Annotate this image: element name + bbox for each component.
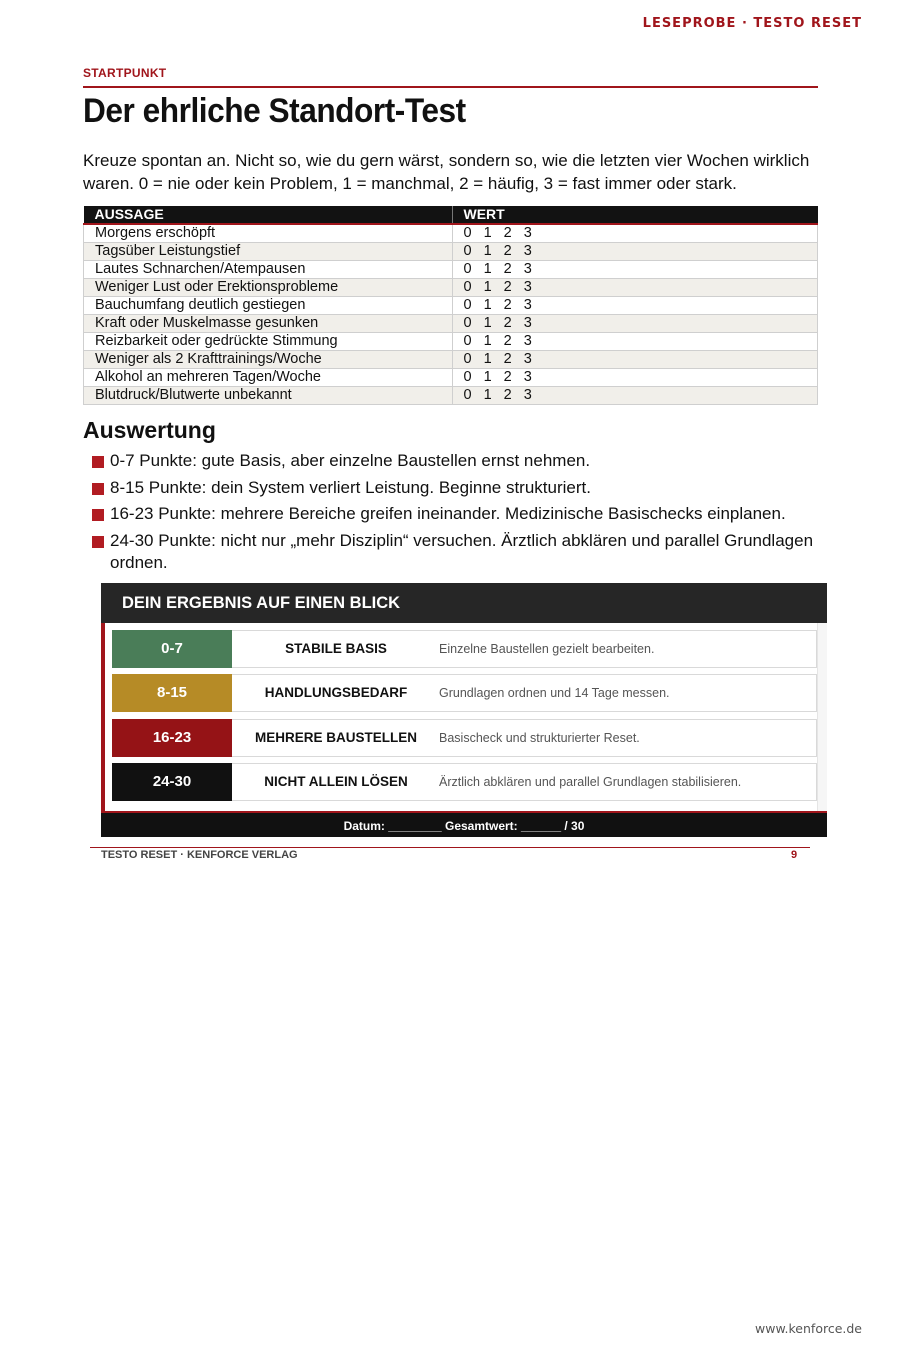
table-row xyxy=(84,333,818,351)
statement-cell: Bauchumfang deutlich gestiegen xyxy=(84,297,453,315)
statement-cell: Weniger Lust oder Erektionsprobleme xyxy=(84,279,453,297)
table-row xyxy=(84,279,818,297)
statement-cell: Reizbarkeit oder gedrückte Stimmung xyxy=(84,333,453,351)
bullet-square-icon xyxy=(92,456,104,468)
statement-cell: Kraft oder Muskelmasse gesunken xyxy=(84,315,453,333)
result-description: Einzelne Baustellen gezielt bearbeiten. xyxy=(439,642,655,656)
statement-cell: Weniger als 2 Krafttrainings/Woche xyxy=(84,351,453,369)
result-panel xyxy=(101,583,827,837)
panel-side-strip xyxy=(817,623,827,811)
table-row xyxy=(84,351,818,369)
range-badge: 24-30 xyxy=(112,763,232,801)
table-row xyxy=(84,261,818,279)
list-item xyxy=(92,450,827,472)
evaluation-list xyxy=(92,450,827,578)
result-row xyxy=(112,630,817,668)
range-badge: 8-15 xyxy=(112,674,232,712)
table-row xyxy=(84,387,818,405)
statement-cell: Morgens erschöpft xyxy=(84,224,453,243)
self-test-table xyxy=(83,206,818,405)
header-brand: LESEPROBE · TESTO RESET xyxy=(642,16,862,31)
evaluation-text: 8-15 Punkte: dein System verliert Leistung. Beginne strukturiert. xyxy=(110,477,591,497)
page-title: Der ehrliche Standort-Test xyxy=(83,92,466,130)
score-options[interactable]: 0 1 2 3 xyxy=(452,224,818,243)
range-badge: 0-7 xyxy=(112,630,232,668)
page-number: 9 xyxy=(791,849,798,861)
table-row xyxy=(84,369,818,387)
website-link[interactable]: www.kenforce.de xyxy=(755,1321,862,1336)
range-badge: 16-23 xyxy=(112,719,232,757)
result-row xyxy=(112,674,817,712)
list-item xyxy=(92,477,827,499)
statement-cell: Alkohol an mehreren Tagen/Woche xyxy=(84,369,453,387)
table-row xyxy=(84,315,818,333)
evaluation-text: 0-7 Punkte: gute Basis, aber einzelne Baustellen ernst nehmen. xyxy=(110,451,591,470)
score-options[interactable]: 0 1 2 3 xyxy=(452,261,818,279)
score-options[interactable]: 0 1 2 3 xyxy=(452,333,818,351)
score-options[interactable]: 0 1 2 3 xyxy=(452,279,818,297)
table-header-row xyxy=(84,206,818,224)
table-row xyxy=(84,297,818,315)
result-label: NICHT ALLEIN LÖSEN xyxy=(264,774,408,789)
evaluation-text: 16-23 Punkte: mehrere Bereiche greifen ineinander. Medizinische Basischecks einplanen. xyxy=(110,504,786,523)
result-description: Ärztlich abklären und parallel Grundlagen stabilisieren. xyxy=(439,775,742,789)
result-label: STABILE BASIS xyxy=(285,641,387,656)
result-description: Grundlagen ordnen und 14 Tage messen. xyxy=(439,686,670,700)
panel-footer: Datum: ________ Gesamtwert: ______ / 30 xyxy=(101,811,827,837)
result-label: HANDLUNGSBEDARF xyxy=(264,685,408,700)
score-options[interactable]: 0 1 2 3 xyxy=(452,315,818,333)
statement-cell: Tagsüber Leistungstief xyxy=(84,243,453,261)
score-options[interactable]: 0 1 2 3 xyxy=(452,351,818,369)
footer-publisher: TESTO RESET · KENFORCE VERLAG xyxy=(101,849,298,861)
bullet-square-icon xyxy=(92,509,104,521)
table-row xyxy=(84,243,818,261)
result-label: MEHRERE BAUSTELLEN xyxy=(254,730,417,745)
evaluation-text: 24-30 Punkte: nicht nur „mehr Disziplin“ versuchen. Ärztlich abklären und parallel Grundlagen ordnen. xyxy=(110,530,814,572)
kicker-divider xyxy=(83,86,818,88)
list-item xyxy=(92,530,827,574)
bullet-square-icon xyxy=(92,536,104,548)
bullet-square-icon xyxy=(92,483,104,495)
column-header-statement: AUSSAGE xyxy=(84,206,453,224)
result-row xyxy=(112,763,817,801)
score-options[interactable]: 0 1 2 3 xyxy=(452,297,818,315)
intro-text: Kreuze spontan an. Nicht so, wie du gern wärst, sondern so, wie die letzten vier Wochen wirklich waren. 0 = nie oder kein Problem, 1 = manchmal, 2 = häufig, 3 = fast immer oder stark. xyxy=(83,151,810,193)
list-item xyxy=(92,503,827,525)
column-header-value: WERT xyxy=(452,206,818,224)
panel-title: DEIN ERGEBNIS AUF EINEN BLICK xyxy=(101,583,827,623)
statement-cell: Blutdruck/Blutwerte unbekannt xyxy=(84,387,453,405)
result-description: Basischeck und strukturierter Reset. xyxy=(439,731,640,745)
table-row xyxy=(84,224,818,243)
score-options[interactable]: 0 1 2 3 xyxy=(452,369,818,387)
footer-divider xyxy=(90,847,810,848)
evaluation-heading: Auswertung xyxy=(83,417,216,443)
score-options[interactable]: 0 1 2 3 xyxy=(452,243,818,261)
statement-cell: Lautes Schnarchen/Atempausen xyxy=(84,261,453,279)
section-kicker: STARTPUNKT xyxy=(83,66,167,80)
score-options[interactable]: 0 1 2 3 xyxy=(452,387,818,405)
result-row xyxy=(112,719,817,757)
